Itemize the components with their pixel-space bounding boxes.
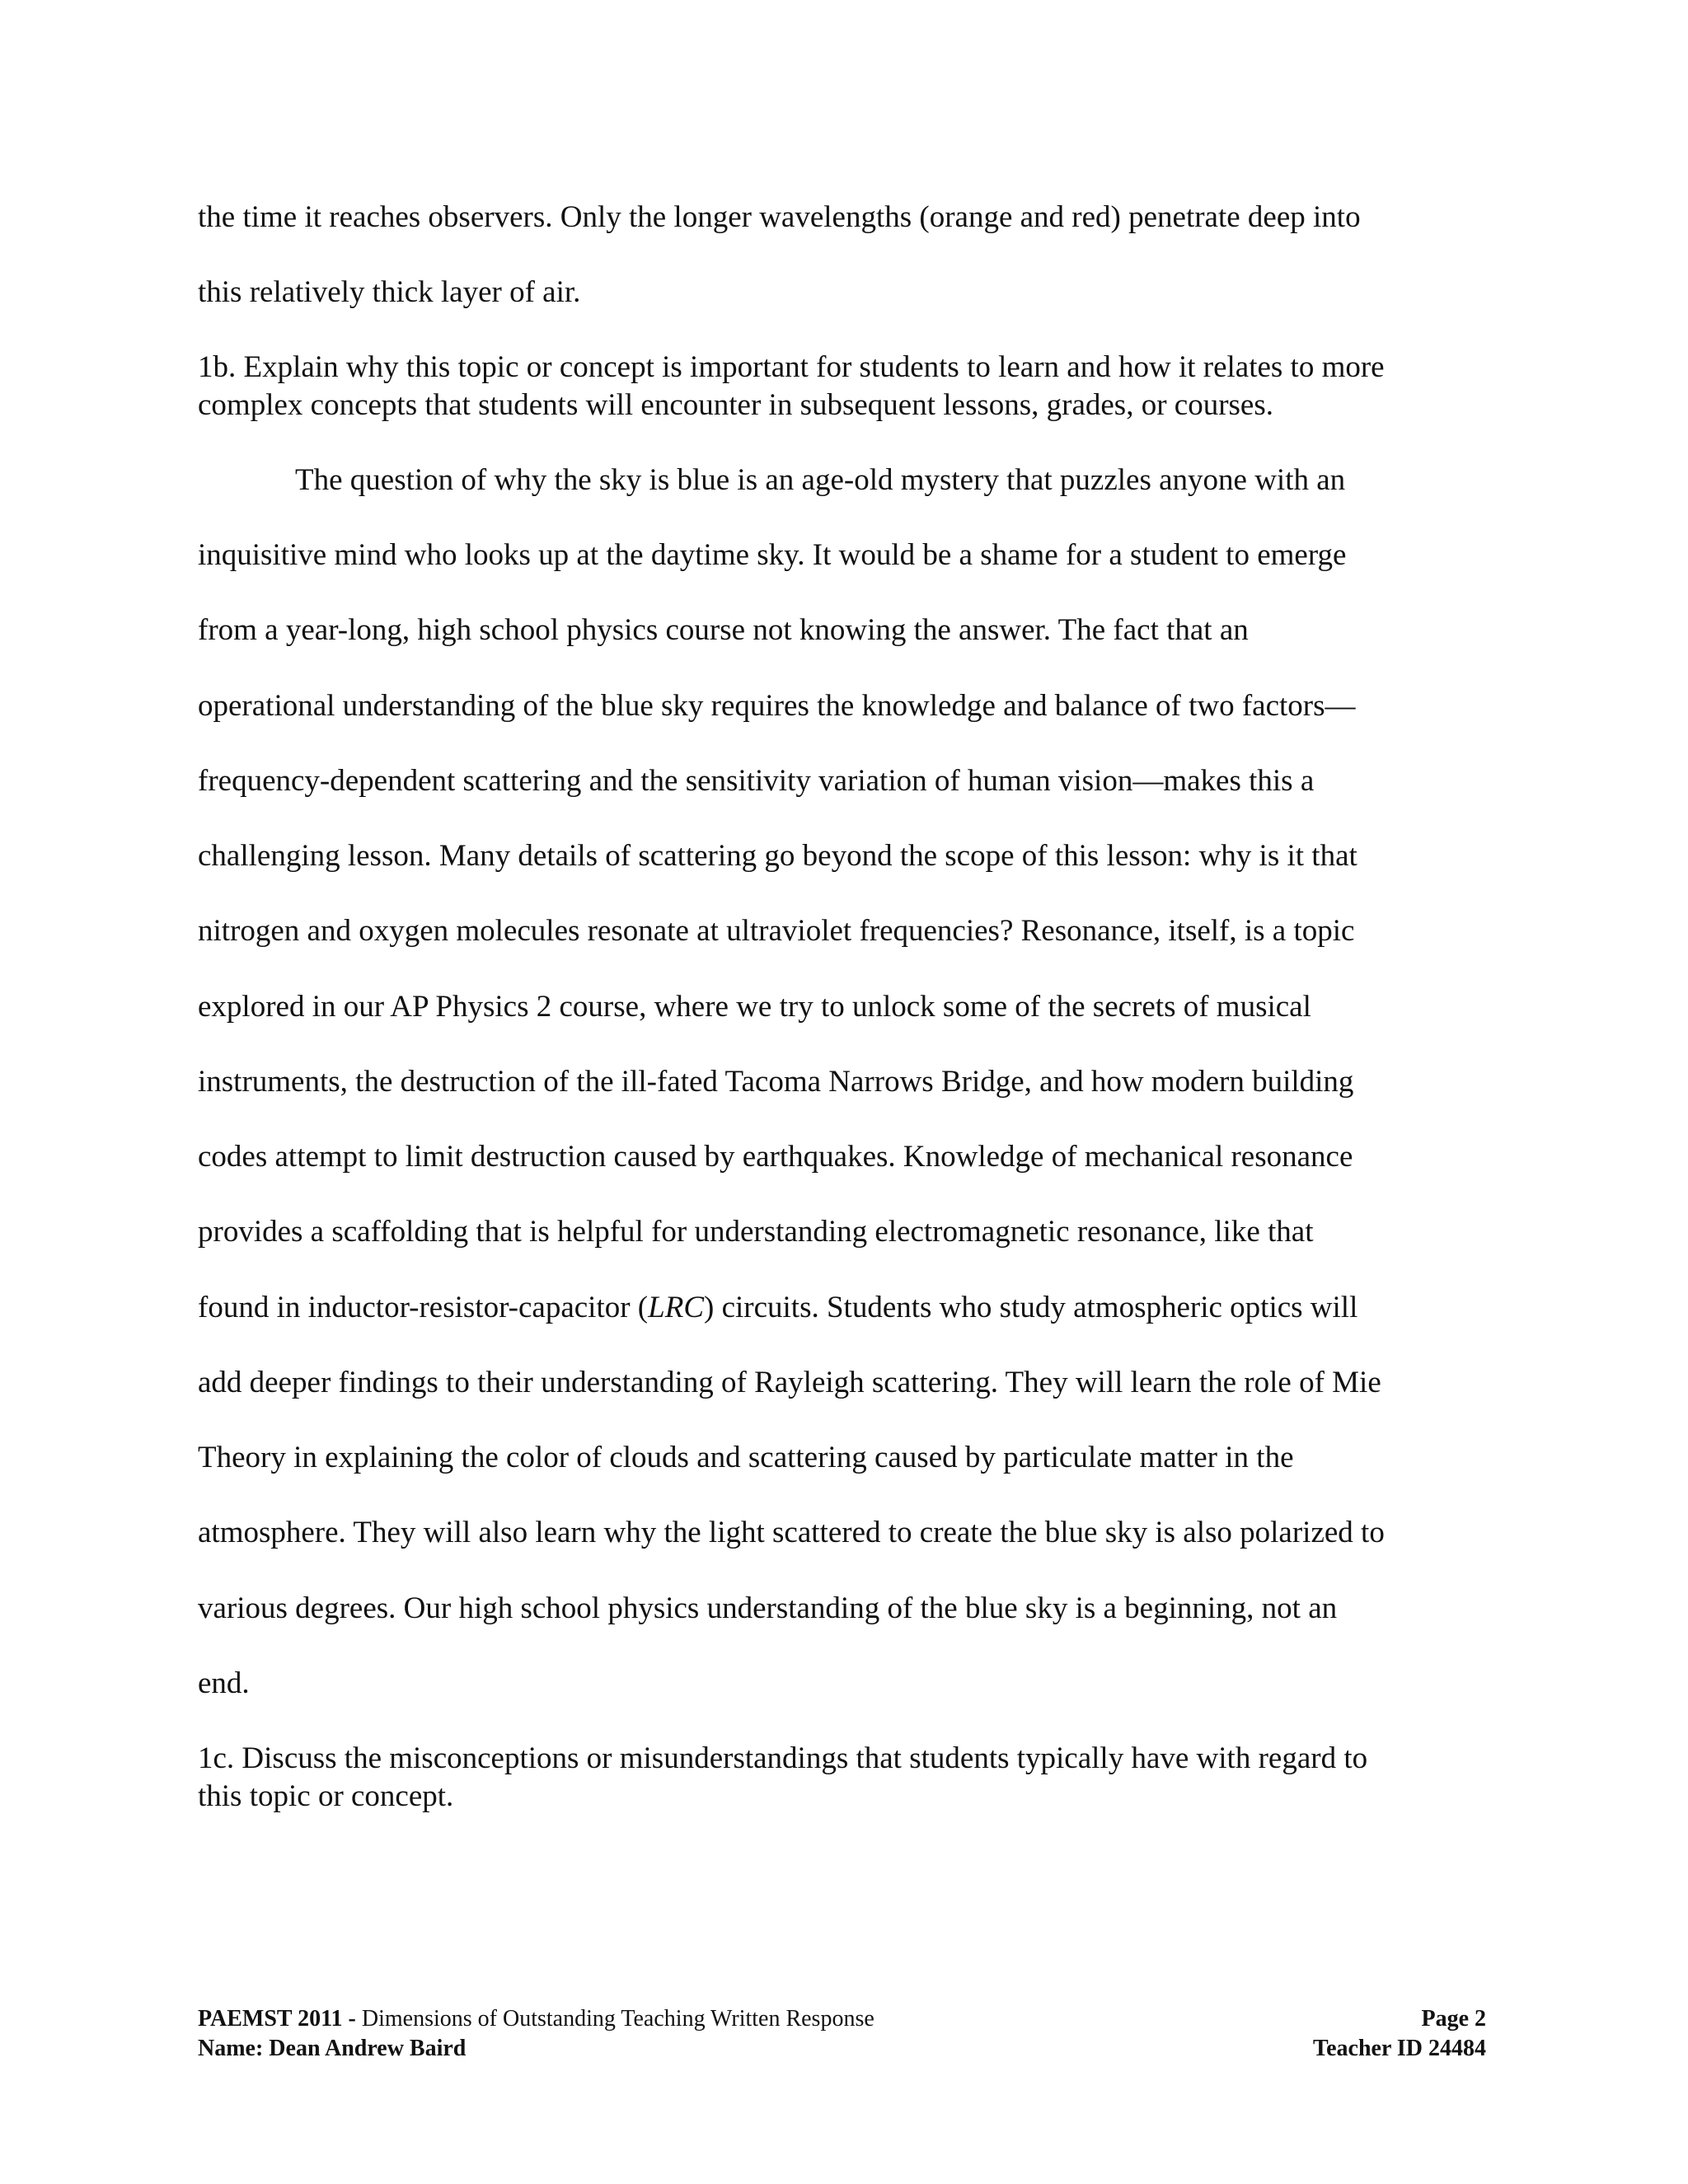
question-1b-line-1: 1b. Explain why this topic or concept is important for students to learn and how it relates to more: [198, 350, 1385, 384]
question-1c-line-2: this topic or concept.: [198, 1779, 454, 1813]
paragraph-line: atmosphere. They will also learn why the light scattered to create the blue sky is also polarized to: [198, 1516, 1385, 1549]
paragraph-line: inquisitive mind who looks up at the daytime sky. It would be a shame for a student to emerge: [198, 538, 1347, 572]
page-footer: [198, 2004, 1486, 2064]
paragraph-line: provides a scaffolding that is helpful for understanding electromagnetic resonance, like that: [198, 1215, 1314, 1249]
paragraph-line: operational understanding of the blue sky requires the knowledge and balance of two factors—: [198, 689, 1356, 723]
paragraph-line: codes attempt to limit destruction caused by earthquakes. Knowledge of mechanical resonance: [198, 1140, 1353, 1174]
continuation-line-1: the time it reaches observers. Only the longer wavelengths (orange and red) penetrate deep into: [198, 200, 1361, 234]
lrc-before: found in inductor-resistor-capacitor (: [198, 1291, 649, 1324]
continuation-line-2: this relatively thick layer of air.: [198, 275, 581, 309]
footer-program-rest: Dimensions of Outstanding Teaching Written Response: [355, 2006, 874, 2032]
paragraph-line: instruments, the destruction of the ill-fated Tacoma Narrows Bridge, and how modern building: [198, 1065, 1354, 1099]
question-1b-line-2: complex concepts that students will encounter in subsequent lessons, grades, or courses.: [198, 388, 1273, 422]
paragraph-line-lrc: [198, 1290, 1357, 1326]
paragraph-line: challenging lesson. Many details of scattering go beyond the scope of this lesson: why is it that: [198, 839, 1357, 873]
paragraph-line: Theory in explaining the color of clouds and scattering caused by particulate matter in the: [198, 1441, 1294, 1474]
paragraph-line: The question of why the sky is blue is an age-old mystery that puzzles anyone with an: [295, 463, 1346, 497]
footer-program-bold: PAEMST 2011 -: [198, 2006, 356, 2032]
question-1c-line-1: 1c. Discuss the misconceptions or misunderstandings that students typically have with regard to: [198, 1741, 1368, 1775]
footer-program: [198, 2004, 874, 2034]
footer-teacher-id: Teacher ID 24484: [1313, 2036, 1486, 2061]
paragraph-line: frequency-dependent scattering and the sensitivity variation of human vision—makes this a: [198, 764, 1315, 798]
paragraph-line: explored in our AP Physics 2 course, where we try to unlock some of the secrets of musical: [198, 990, 1311, 1024]
lrc-after: ) circuits. Students who study atmospheric optics will: [704, 1291, 1358, 1324]
footer-name: Name: Dean Andrew Baird: [198, 2036, 467, 2061]
footer-page-number: Page 2: [1421, 2006, 1486, 2032]
paragraph-line: nitrogen and oxygen molecules resonate at ultraviolet frequencies? Resonance, itself, is a topic: [198, 914, 1355, 948]
paragraph-line: various degrees. Our high school physics understanding of the blue sky is a beginning, not an: [198, 1591, 1338, 1625]
paragraph-line: add deeper findings to their understanding of Rayleigh scattering. They will learn the role of Mie: [198, 1366, 1381, 1399]
paragraph-line: end.: [198, 1666, 250, 1700]
paragraph-line: from a year-long, high school physics course not knowing the answer. The fact that an: [198, 613, 1249, 647]
lrc-italic: LRC: [648, 1291, 704, 1324]
